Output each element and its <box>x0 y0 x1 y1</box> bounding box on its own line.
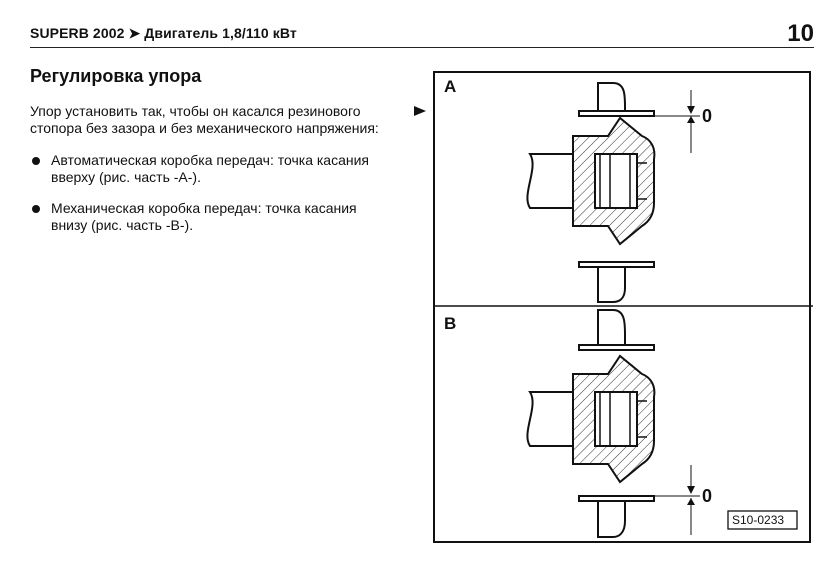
header-title: SUPERB 2002 ➤ Двигатель 1,8/110 кВт <box>30 25 297 41</box>
panel-a-label: A <box>444 77 457 96</box>
intro-line-1: Упор установить так, чтобы он касался резинового <box>30 103 361 119</box>
bullet-1-line-1: Автоматическая коробка передач: точка касания <box>51 152 370 168</box>
bullet-2-line-1: Механическая коробка передач: точка касания <box>51 200 357 216</box>
bullet-item-automatic <box>30 152 415 186</box>
bullet-dot-icon <box>32 205 40 213</box>
panel-b <box>444 310 797 537</box>
technical-figure <box>433 71 811 543</box>
bullet-1-line-2: вверху (рис. часть -A-). <box>51 169 201 185</box>
bullet-list <box>30 152 415 248</box>
pointer-arrow-icon <box>414 106 426 116</box>
bullet-2-line-2: внизу (рис. часть -B-). <box>51 217 194 233</box>
panel-a-gap-value: 0 <box>702 106 713 126</box>
panel-b-label: B <box>444 314 457 333</box>
bullet-item-manual <box>30 200 415 234</box>
header-rule <box>30 47 814 48</box>
section-title: Регулировка упора <box>30 66 202 86</box>
intro-line-2: стопора без зазора и без механического напряжения: <box>30 120 379 136</box>
page-number: 10 <box>787 20 814 47</box>
panel-b-gap-value: 0 <box>702 486 713 506</box>
figure-code: S10-0233 <box>732 513 785 527</box>
intro-paragraph <box>30 103 415 137</box>
bullet-dot-icon <box>32 157 40 165</box>
figure-drawing <box>435 73 813 545</box>
panel-a <box>444 77 712 302</box>
